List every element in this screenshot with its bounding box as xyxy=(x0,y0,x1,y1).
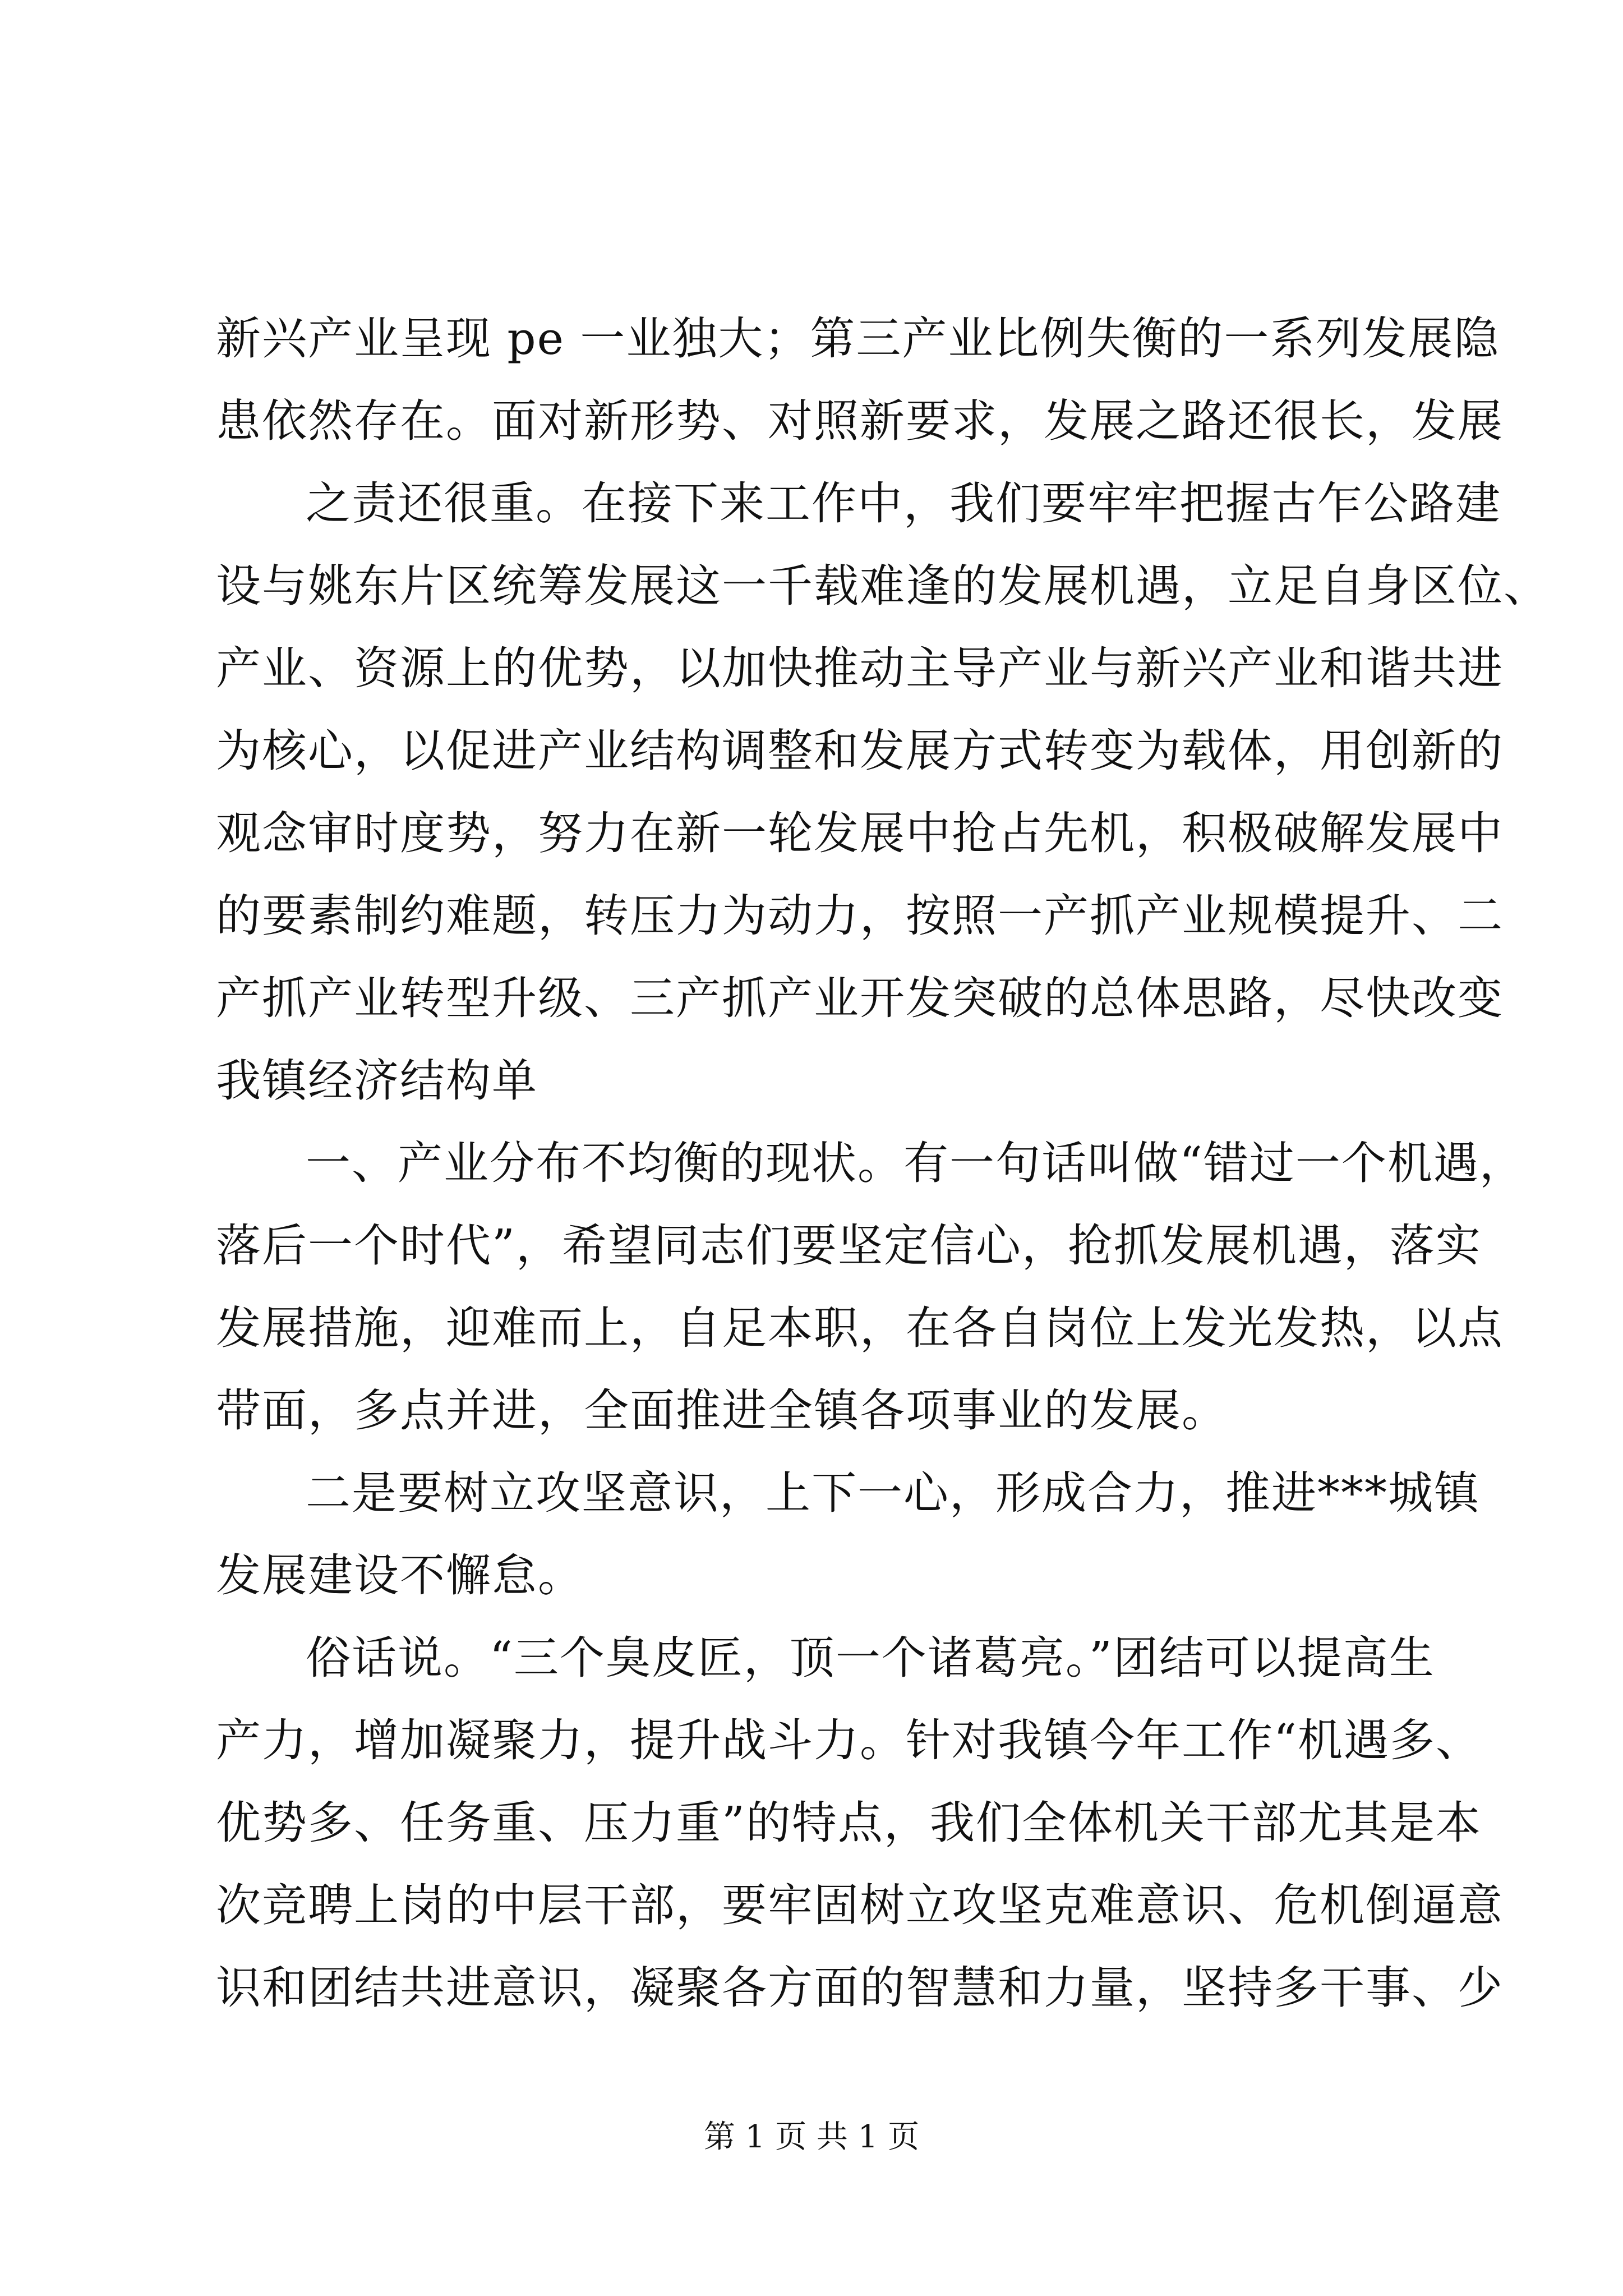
text-line: 我镇经济结构单 xyxy=(216,1055,538,1107)
text-line: 落后一个时代”，希望同志们要坚定信心，抢抓发展机遇，落实 xyxy=(216,1220,1482,1272)
text-line: 发展建设不懈怠。 xyxy=(216,1549,584,1602)
text-line: 产力，增加凝聚力，提升战斗力。针对我镇今年工作“机遇多、 xyxy=(216,1714,1482,1766)
text-line: 产抓产业转型升级、三产抓产业开发突破的总体思路，尽快改变 xyxy=(216,972,1504,1024)
text-line: 次竞聘上岗的中层干部，要牢固树立攻坚克难意识、危机倒逼意 xyxy=(216,1879,1504,1931)
text-line: 之责还很重。在接下来工作中，我们要牢牢把握古乍公路建 xyxy=(306,477,1501,530)
page-footer: 第 1 页 共 1 页 xyxy=(703,2119,920,2155)
text-line: 带面，多点并进，全面推进全镇各项事业的发展。 xyxy=(216,1384,1228,1437)
text-line: 发展措施，迎难而上，自足本职，在各自岗位上发光发热，以点 xyxy=(216,1302,1504,1354)
text-line: 优势多、任务重、压力重”的特点，我们全体机关干部尤其是本 xyxy=(216,1797,1482,1849)
text-line: 患依然存在。面对新形势、对照新要求，发展之路还很长，发展 xyxy=(216,395,1504,447)
text-line: 二是要树立攻坚意识，上下一心，形成合力，推进***城镇 xyxy=(306,1467,1480,1519)
text-line: 设与姚东片区统筹发展这一千载难逢的发展机遇，立足自身区位、 xyxy=(216,560,1550,612)
text-line: 一、产业分布不均衡的现状。有一句话叫做“错过一个机遇， xyxy=(306,1137,1525,1189)
text-line: 为核心，以促进产业结构调整和发展方式转变为载体，用创新的 xyxy=(216,725,1504,777)
text-line: 新兴产业呈现 pe 一业独大；第三产业比例失衡的一系列发展隐 xyxy=(216,312,1500,365)
text-line: 俗话说。“三个臭皮匠，顶一个诸葛亮。”团结可以提高生 xyxy=(306,1632,1435,1684)
text-line: 的要素制约难题，转压力为动力，按照一产抓产业规模提升、二 xyxy=(216,890,1504,942)
document-body xyxy=(216,297,1550,2029)
text-line: 产业、资源上的优势，以加快推动主导产业与新兴产业和谐共进 xyxy=(216,642,1504,694)
text-line: 识和团结共进意识，凝聚各方面的智慧和力量，坚持多干事、少 xyxy=(216,1962,1504,2014)
text-line: 观念审时度势，努力在新一轮发展中抢占先机，积极破解发展中 xyxy=(216,807,1504,859)
